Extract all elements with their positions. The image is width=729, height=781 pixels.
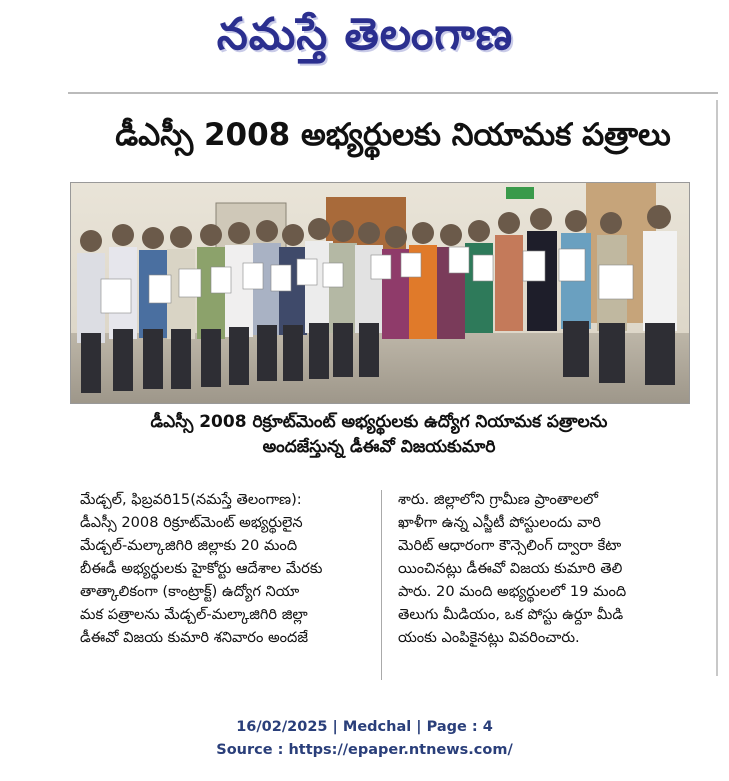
body-line: పారు. 20 మంది అభ్యర్థులలో 19 మంది	[398, 583, 627, 600]
body-line: బీఈడీ అభ్యర్థులకు హైకోర్టు ఆదేశాల మేరకు	[80, 560, 323, 577]
body-line: యంకు ఎంపికైనట్లు వివరించారు.	[398, 629, 580, 646]
body-line: తెలుగు మీడియం, ఒక పోస్టు ఉర్దూ మీడి	[398, 606, 624, 623]
column-divider	[381, 490, 382, 680]
masthead-logo	[150, 4, 580, 76]
body-line: మక పత్రాలను మేడ్చల్-మల్కాజిగిరి జిల్లా	[80, 606, 308, 623]
right-divider	[716, 100, 718, 676]
body-line: మేడ్చల్-మల్కాజిగిరి జిల్లాకు 20 మంది	[80, 537, 298, 554]
body-line: తాత్కాలికంగా (కాంట్రాక్ట్) ఉద్యోగ నియా	[80, 583, 300, 600]
caption-line: అందజేస్తున్న డీఈవో విజయకుమారి	[262, 437, 496, 457]
caption-line: డీఎస్సీ 2008 రిక్రూట్‌మెంట్ అభ్యర్థులకు ఉద్యోగ నియామక పత్రాలను	[150, 412, 608, 432]
body-line: శారు. జిల్లాలోని గ్రామీణ ప్రాంతాలలో	[398, 491, 599, 508]
masthead-title: నమస్తే తెలంగాణ	[216, 9, 514, 60]
article-body-left	[80, 488, 370, 649]
group-photo-image	[71, 183, 689, 403]
top-divider	[68, 92, 718, 94]
article-body-right	[398, 488, 698, 649]
body-line: ఖాళీగా ఉన్న ఎస్జీటీ పోస్టులందు వారి	[398, 514, 601, 531]
news-photo	[70, 182, 690, 404]
footer-date-edition: 16/02/2025 | Medchal | Page : 4	[236, 719, 493, 735]
body-line: యించినట్లు డీఈవో విజయ కుమారి తెలి	[398, 560, 623, 577]
article-headline: డీఎస్సీ 2008 అభ్యర్థులకు నియామక పత్రాలు	[115, 116, 671, 153]
body-line: మెరిట్ ఆధారంగా కౌన్సెలింగ్ ద్వారా కేటా	[398, 537, 622, 554]
body-line: డీఈవో విజయ కుమారి శనివారం అందజే	[80, 629, 309, 646]
body-line: డీఎస్సీ 2008 రిక్రూట్‌మెంట్ అభ్యర్థులైన	[80, 514, 303, 531]
photo-caption	[70, 410, 688, 460]
footer-source-link[interactable]: Source : https://epaper.ntnews.com/	[216, 742, 513, 758]
body-line: మేడ్చల్, ఫిబ్రవరి15(నమస్తే తెలంగాణ):	[80, 491, 302, 508]
